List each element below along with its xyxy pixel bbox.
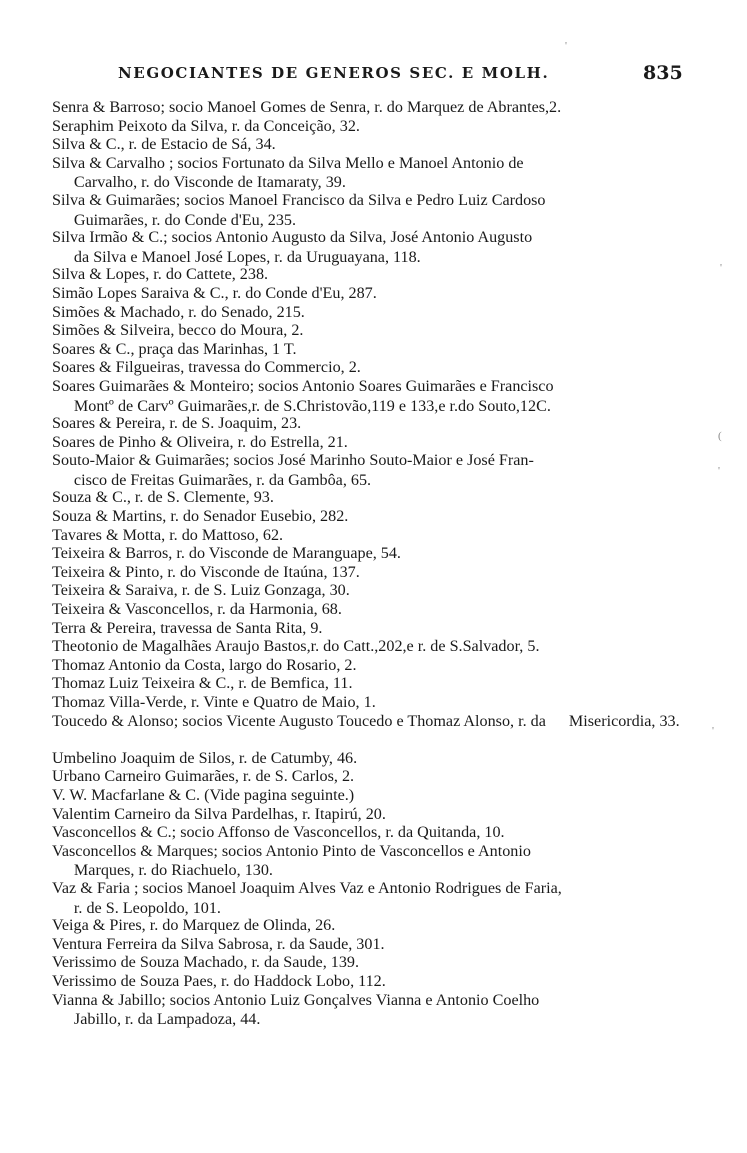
entry-line: Toucedo & Alonso; socios Vicente Augusto Toucedo e Thomaz Alonso, r. da xyxy=(52,711,546,730)
entry-line: Soares de Pinho & Oliveira, r. do Estrella, 21. xyxy=(52,432,348,451)
entry-line: Silva & Carvalho ; socios Fortunato da Silva Mello e Manoel Antonio de xyxy=(52,153,524,172)
entry-continuation-line: Montº de Carvº Guimarães,r. de S.Christovão,119 e 133,e r.do Souto,12C. xyxy=(73,396,551,415)
entry-line: Soares Guimarães & Monteiro; socios Antonio Soares Guimarães e Francisco xyxy=(52,376,554,395)
entry-continuation-line: da Silva e Manoel José Lopes, r. da Uruguayana, 118. xyxy=(73,247,421,266)
entry-line: Thomaz Antonio da Costa, largo do Rosario, 2. xyxy=(52,655,357,674)
merchant-entry xyxy=(52,878,692,915)
merchant-entry xyxy=(52,302,692,321)
merchant-entry xyxy=(52,785,692,804)
merchant-entry xyxy=(52,432,692,451)
merchant-entry xyxy=(52,580,692,599)
merchant-entry xyxy=(52,822,692,841)
entry-line: Silva & Lopes, r. do Cattete, 238. xyxy=(52,265,269,284)
merchant-entry xyxy=(52,134,692,153)
entry-continuation-line: Jabillo, r. da Lampadoza, 44. xyxy=(73,1010,261,1029)
print-speck: ' xyxy=(718,465,720,477)
merchant-entry xyxy=(52,506,692,525)
entry-line: Simões & Silveira, becco do Moura, 2. xyxy=(52,321,304,340)
merchant-entry xyxy=(52,339,692,358)
merchant-entry xyxy=(52,673,692,692)
entry-line: Terra & Pereira, travessa de Santa Rita, 9. xyxy=(52,618,323,637)
entry-continuation-line: Marques, r. do Riachuelo, 130. xyxy=(73,861,273,880)
entry-line: Vasconcellos & Marques; socios Antonio Pinto de Vasconcellos e Antonio xyxy=(52,841,531,860)
merchant-entry xyxy=(52,692,692,711)
entry-line: Verissimo de Souza Paes, r. do Haddock Lobo, 112. xyxy=(52,971,386,990)
merchant-entry xyxy=(52,748,692,767)
entry-line: Vianna & Jabillo; socios Antonio Luiz Gonçalves Vianna e Antonio Coelho xyxy=(52,990,540,1009)
print-speck: ' xyxy=(720,262,722,274)
entry-line: Umbelino Joaquim de Silos, r. de Catumby, 46. xyxy=(52,748,358,767)
entry-line: Soares & C., praça das Marinhas, 1 T. xyxy=(52,339,297,358)
merchant-entry xyxy=(52,264,692,283)
merchant-entry xyxy=(52,357,692,376)
entry-line: Tavares & Motta, r. do Mattoso, 62. xyxy=(52,525,284,544)
page-header xyxy=(0,62,747,92)
merchant-entry xyxy=(52,543,692,562)
merchant-entry xyxy=(52,283,692,302)
entry-line: Senra & Barroso; socio Manoel Gomes de Senra, r. do Marquez de Abrantes,2. xyxy=(52,98,562,116)
entry-line: Simão Lopes Saraiva & C., r. do Conde d'Eu, 287. xyxy=(52,283,377,302)
merchant-entry xyxy=(52,971,692,990)
entry-line: Simões & Machado, r. do Senado, 215. xyxy=(52,302,305,321)
entry-line: Seraphim Peixoto da Silva, r. da Conceição, 32. xyxy=(52,116,360,135)
merchant-entry xyxy=(52,227,692,264)
entry-continuation-line: Guimarães, r. do Conde d'Eu, 235. xyxy=(73,210,297,229)
entry-line: Silva & Guimarães; socios Manoel Francisco da Silva e Pedro Luiz Cardoso xyxy=(52,190,546,209)
entry-line: Teixeira & Barros, r. do Visconde de Maranguape, 54. xyxy=(52,544,401,563)
entry-line: Teixeira & Vasconcellos, r. da Harmonia, 68. xyxy=(52,600,342,619)
entry-line: Soares & Pereira, r. de S. Joaquim, 23. xyxy=(52,414,302,433)
entry-line: Verissimo de Souza Machado, r. da Saude, 139. xyxy=(52,953,360,972)
merchant-entry xyxy=(52,804,692,823)
merchant-entry xyxy=(52,934,692,953)
merchant-entry xyxy=(52,952,692,971)
entry-line: Veiga & Pires, r. do Marquez de Olinda, 26. xyxy=(52,916,336,935)
merchant-entry xyxy=(52,915,692,934)
print-speck: ' xyxy=(712,725,714,737)
entry-continuation-line: Misericordia, 33. xyxy=(569,711,681,730)
entry-line: Soares & Filgueiras, travessa do Commercio, 2. xyxy=(52,358,361,377)
merchant-entry xyxy=(52,190,692,227)
merchant-entry xyxy=(52,376,692,413)
entry-line: Souza & Martins, r. do Senador Eusebio, 282. xyxy=(52,507,349,526)
merchant-entry xyxy=(52,562,692,581)
merchant-entry xyxy=(52,116,692,135)
entry-line: Urbano Carneiro Guimarães, r. de S. Carlos, 2. xyxy=(52,767,355,786)
merchant-entry xyxy=(52,655,692,674)
entry-line: Thomaz Luiz Teixeira & C., r. de Bemfica, 11. xyxy=(52,674,353,693)
merchant-entry xyxy=(52,153,692,190)
merchant-entry xyxy=(52,990,692,1027)
merchant-entry xyxy=(52,841,692,878)
merchant-list xyxy=(52,97,692,1027)
entry-line: Silva Irmão & C.; socios Antonio Augusto da Silva, José Antonio Augusto xyxy=(52,228,533,247)
merchant-entry xyxy=(52,97,692,116)
running-title: NEGOCIANTES DE GENEROS SEC. E MOLH. xyxy=(118,64,550,82)
entry-continuation-line: Carvalho, r. do Visconde de Itamaraty, 39. xyxy=(73,173,346,192)
entry-line: Thomaz Villa-Verde, r. Vinte e Quatro de Maio, 1. xyxy=(52,693,376,711)
page-number: 835 xyxy=(643,62,683,84)
merchant-entry xyxy=(52,320,692,339)
entry-line: V. W. Macfarlane & C. (Vide pagina seguinte.) xyxy=(52,785,355,804)
print-speck: ( xyxy=(718,430,722,442)
merchant-entry xyxy=(52,413,692,432)
entry-line: Theotonio de Magalhães Araujo Bastos,r. do Catt.,202,e r. de S.Salvador, 5. xyxy=(52,637,540,656)
merchant-entry xyxy=(52,525,692,544)
merchant-entry xyxy=(52,599,692,618)
entry-line: Souto-Maior & Guimarães; socios José Marinho Souto-Maior e José Fran- xyxy=(52,451,534,470)
print-speck: ' xyxy=(565,40,567,52)
entry-line: Valentim Carneiro da Silva Pardelhas, r. Itapirú, 20. xyxy=(52,804,386,823)
entry-line: Teixeira & Saraiva, r. de S. Luiz Gonzaga, 30. xyxy=(52,581,350,600)
merchant-entry xyxy=(52,487,692,506)
entry-line: Silva & C., r. de Estacio de Sá, 34. xyxy=(52,135,276,154)
merchant-entry xyxy=(52,450,692,487)
entry-line: Souza & C., r. de S. Clemente, 93. xyxy=(52,488,274,507)
entry-line: Teixeira & Pinto, r. do Visconde de Itaúna, 137. xyxy=(52,562,360,581)
merchant-entry xyxy=(52,618,692,637)
merchant-entry xyxy=(52,711,692,748)
entry-line: Vaz & Faria ; socios Manoel Joaquim Alves Vaz e Antonio Rodrigues de Faria, xyxy=(52,878,562,897)
entry-continuation-line: r. de S. Leopoldo, 101. xyxy=(73,898,221,917)
merchant-entry xyxy=(52,766,692,785)
entry-line: Ventura Ferreira da Silva Sabrosa, r. da Saude, 301. xyxy=(52,934,385,953)
entry-line: Vasconcellos & C.; socio Affonso de Vasconcellos, r. da Quitanda, 10. xyxy=(52,823,505,842)
merchant-entry xyxy=(52,636,692,655)
entry-continuation-line: cisco de Freitas Guimarães, r. da Gambôa, 65. xyxy=(73,470,372,489)
